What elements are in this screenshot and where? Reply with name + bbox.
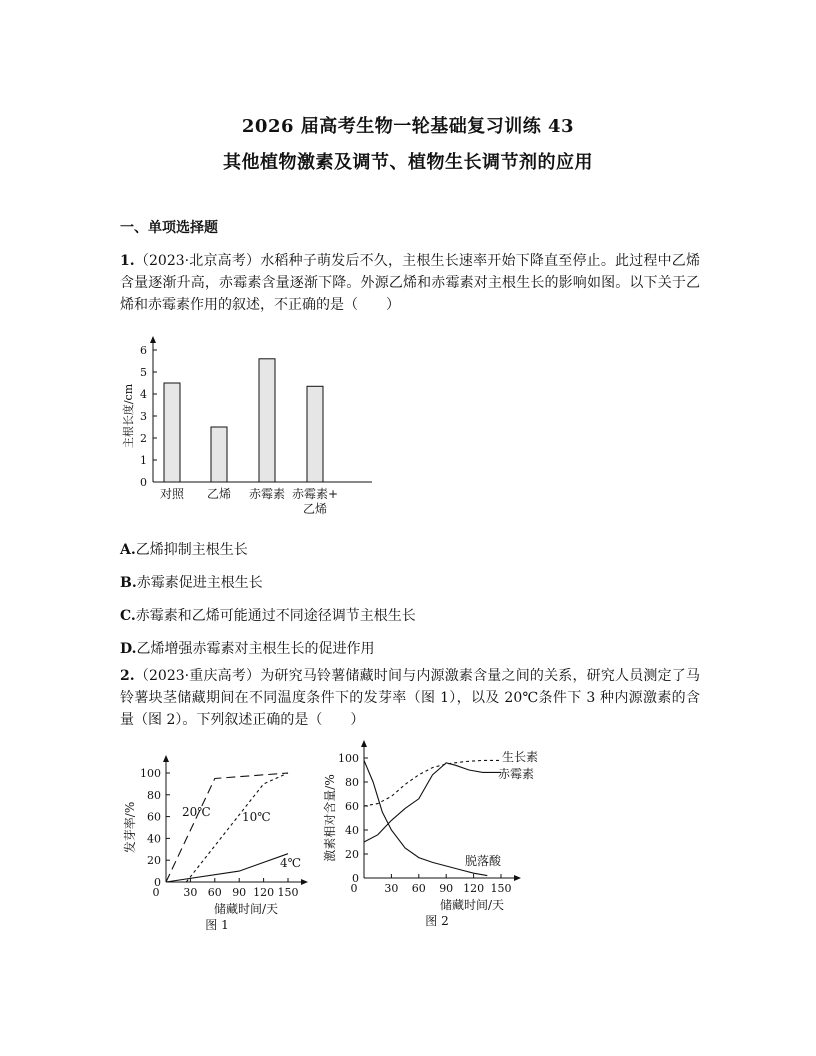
y-tick-label: 3 bbox=[140, 410, 147, 423]
title-line-2: 其他植物激素及调节、植物生长调节剂的应用 bbox=[223, 152, 593, 173]
y-tick-label: 0 bbox=[140, 476, 147, 489]
series-line bbox=[364, 760, 501, 806]
y-tick-label: 2 bbox=[140, 432, 147, 445]
option-d-text: 乙烯增强赤霉素对主根生长的促进作用 bbox=[136, 641, 375, 657]
category-label: 对照 bbox=[159, 487, 185, 501]
option-b-text: 赤霉素促进主根生长 bbox=[136, 575, 263, 591]
line-chart-germination bbox=[120, 750, 330, 935]
y-tick-label: 80 bbox=[147, 788, 161, 802]
y-tick-label: 100 bbox=[140, 767, 161, 780]
line-chart-hormones bbox=[322, 745, 552, 935]
option-c[interactable] bbox=[120, 605, 416, 625]
series-line bbox=[364, 763, 501, 842]
figure-caption: 图 2 bbox=[425, 914, 449, 928]
question-2-number: 2. bbox=[120, 668, 135, 684]
x-tick-label: 60 bbox=[411, 882, 426, 895]
y-axis-arrow bbox=[150, 336, 156, 343]
series-label: 赤霉素 bbox=[498, 767, 535, 781]
x-axis-label: 储藏时间/天 bbox=[213, 902, 279, 916]
y-tick-label: 60 bbox=[345, 800, 359, 813]
x-tick-label: 90 bbox=[439, 882, 454, 895]
series-line bbox=[166, 773, 288, 882]
origin-label: 0 bbox=[350, 882, 358, 895]
bar bbox=[211, 427, 227, 482]
option-a-label: A. bbox=[120, 542, 136, 558]
y-tick-label: 5 bbox=[140, 366, 147, 379]
x-axis-label: 储藏时间/天 bbox=[439, 898, 505, 912]
question-2 bbox=[120, 665, 700, 731]
figure-caption: 图 1 bbox=[205, 918, 229, 932]
series-label: 脱落酸 bbox=[465, 854, 502, 868]
bar-chart-root-length bbox=[110, 330, 380, 525]
y-tick-label: 0 bbox=[154, 876, 161, 889]
category-label: 乙烯 bbox=[302, 502, 328, 516]
y-tick-label: 20 bbox=[345, 848, 359, 861]
series-label: 生长素 bbox=[502, 750, 539, 764]
x-tick-label: 60 bbox=[207, 886, 222, 899]
title-line-1: 2026 届高考生物一轮基础复习训练 43 bbox=[241, 116, 575, 137]
option-d[interactable] bbox=[120, 638, 375, 658]
series-label: 4℃ bbox=[280, 856, 302, 870]
question-1-text: （2023·北京高考）水稻种子萌发后不久，主根生长速率开始下降直至停止。此过程中乙烯含量逐渐升高，赤霉素含量逐渐下降。外源乙烯和赤霉素对主根生长的影响如图。以下关于乙烯和赤霉素作用的叙述，不正确的是（ ） bbox=[120, 253, 700, 313]
y-tick-label: 40 bbox=[345, 824, 359, 837]
question-1 bbox=[120, 250, 700, 316]
y-tick-label: 1 bbox=[140, 454, 147, 467]
y-tick-label: 0 bbox=[352, 872, 359, 885]
y-tick-label: 80 bbox=[345, 776, 359, 789]
option-a-text: 乙烯抑制主根生长 bbox=[135, 542, 248, 558]
y-tick-label: 40 bbox=[147, 832, 161, 846]
section-heading: 一、单项选择题 bbox=[120, 220, 218, 236]
y-tick-label: 20 bbox=[147, 854, 161, 868]
y-tick-label: 6 bbox=[140, 344, 147, 357]
bar bbox=[259, 359, 275, 482]
origin-label: 0 bbox=[152, 886, 160, 899]
bar bbox=[164, 383, 180, 482]
series-label: 10℃ bbox=[242, 810, 271, 824]
option-d-label: D. bbox=[120, 641, 137, 657]
option-a[interactable] bbox=[120, 539, 248, 559]
y-tick-label: 60 bbox=[147, 810, 161, 824]
option-b-label: B. bbox=[120, 575, 137, 591]
option-b[interactable] bbox=[120, 572, 263, 592]
category-label: 赤霉素 bbox=[248, 487, 286, 501]
x-tick-label: 30 bbox=[384, 882, 399, 895]
y-axis-arrow bbox=[163, 755, 169, 762]
x-axis-arrow bbox=[301, 879, 308, 885]
option-c-label: C. bbox=[120, 608, 136, 624]
y-axis-label: 发芽率/% bbox=[123, 801, 137, 854]
series-line bbox=[166, 854, 288, 882]
question-1-number: 1. bbox=[120, 253, 135, 269]
option-c-text: 赤霉素和乙烯可能通过不同途径调节主根生长 bbox=[135, 608, 416, 624]
series-line bbox=[186, 773, 288, 882]
x-tick-label: 150 bbox=[490, 882, 512, 895]
y-axis-label: 激素相对含量/% bbox=[323, 774, 337, 862]
y-axis-arrow bbox=[361, 740, 367, 747]
category-label: 乙烯 bbox=[206, 487, 232, 501]
question-2-text: （2023·重庆高考）为研究马铃薯储藏时间与内源激素含量之间的关系，研究人员测定了马铃薯块茎储藏期间在不同温度条件下的发芽率（图 1），以及 20℃条件下 3 种内源激素的含量（图 2）。下列叙述正确的是（ ） bbox=[120, 668, 700, 728]
x-tick-label: 120 bbox=[253, 886, 275, 899]
x-tick-label: 90 bbox=[232, 886, 247, 899]
y-axis-label: 主根长度/cm bbox=[122, 383, 135, 449]
y-tick-label: 4 bbox=[140, 388, 147, 401]
x-tick-label: 30 bbox=[183, 886, 198, 899]
x-tick-label: 150 bbox=[277, 886, 299, 899]
series-label: 20℃ bbox=[182, 805, 211, 819]
category-label: 赤霉素+ bbox=[291, 487, 339, 501]
bar bbox=[307, 386, 323, 482]
y-tick-label: 100 bbox=[338, 752, 359, 765]
x-axis-arrow bbox=[514, 875, 521, 881]
x-tick-label: 120 bbox=[463, 882, 485, 895]
